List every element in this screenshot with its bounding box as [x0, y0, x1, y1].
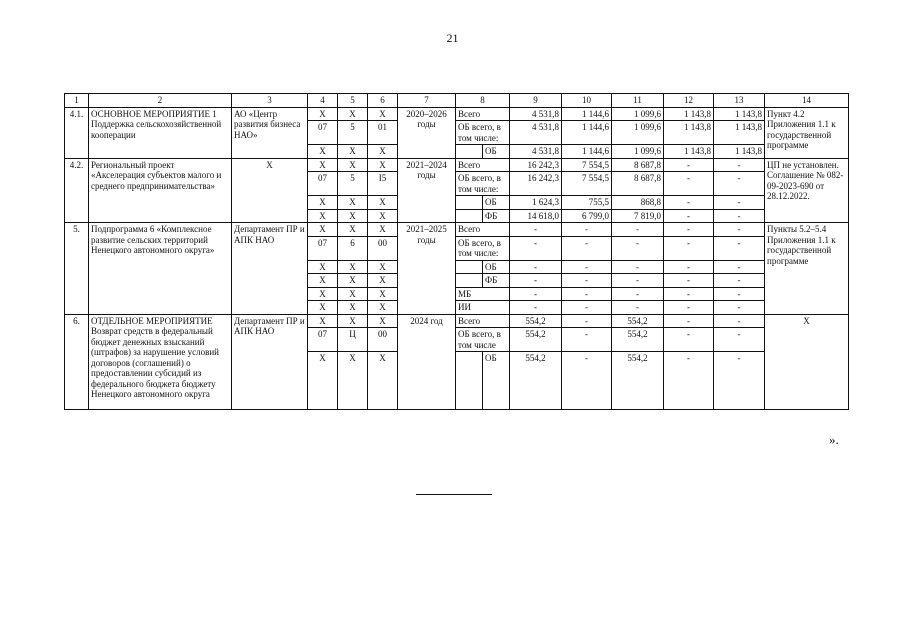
- value-cell: -: [714, 158, 765, 172]
- code-cell: Х: [338, 287, 368, 301]
- code-cell: Х: [368, 107, 398, 121]
- code-cell: Х: [308, 274, 338, 288]
- code-cell: Х: [368, 223, 398, 237]
- value-cell: -: [664, 352, 714, 410]
- value-cell: -: [664, 158, 714, 172]
- code-cell: Х: [368, 260, 398, 274]
- row-number: 4.2.: [65, 158, 89, 223]
- code-cell: 5: [338, 121, 368, 145]
- value-cell: 755,5: [562, 196, 612, 210]
- period: 2024 год: [398, 314, 456, 410]
- executor: Х: [232, 158, 308, 223]
- source-cell: Всего: [456, 314, 510, 328]
- value-cell: -: [714, 352, 765, 410]
- value-cell: -: [612, 301, 664, 315]
- value-cell: -: [664, 301, 714, 315]
- code-cell: Х: [308, 352, 338, 410]
- value-cell: -: [714, 260, 765, 274]
- code-cell: Х: [308, 287, 338, 301]
- source-indent: [456, 209, 483, 223]
- value-cell: 1 099,6: [612, 107, 664, 121]
- code-cell: Х: [308, 107, 338, 121]
- code-cell: Х: [338, 158, 368, 172]
- value-cell: -: [664, 287, 714, 301]
- program-table: [64, 93, 849, 410]
- measure-name: ОСНОВНОЕ МЕРОПРИЯТИЕ 1 Поддержка сельскохозяйственной кооперации: [89, 107, 232, 158]
- note-cell: ЦП не установлен. Соглашение № 082-09-2023-690 от 28.12.2022.: [765, 158, 849, 223]
- header-cell: 2: [89, 94, 232, 108]
- note-cell: Пункт 4.2 Приложения 1.1 к государственной программе: [765, 107, 849, 158]
- note-cell: Х: [765, 314, 849, 410]
- source-cell: МБ: [456, 287, 510, 301]
- value-cell: -: [664, 328, 714, 352]
- value-cell: 554,2: [612, 314, 664, 328]
- code-cell: Х: [338, 314, 368, 328]
- source-indent: [456, 274, 483, 288]
- value-cell: -: [714, 236, 765, 260]
- executor: Департамент ПР и АПК НАО: [232, 223, 308, 315]
- value-cell: 1 099,6: [612, 145, 664, 159]
- executor: АО «Центр развития бизнеса НАО»: [232, 107, 308, 158]
- value-cell: 7 554,5: [562, 158, 612, 172]
- value-cell: -: [664, 223, 714, 237]
- value-cell: -: [612, 287, 664, 301]
- code-cell: Х: [368, 287, 398, 301]
- code-cell: Х: [368, 158, 398, 172]
- source-cell: ИИ: [456, 301, 510, 315]
- value-cell: 1 143,8: [714, 145, 765, 159]
- source-indent: [456, 196, 483, 210]
- value-cell: 554,2: [510, 314, 562, 328]
- code-cell: Х: [308, 314, 338, 328]
- value-cell: 1 143,8: [714, 107, 765, 121]
- code-cell: Х: [308, 260, 338, 274]
- code-cell: Х: [368, 274, 398, 288]
- source-cell: ОБ: [483, 145, 510, 159]
- code-cell: Х: [338, 223, 368, 237]
- value-cell: -: [714, 314, 765, 328]
- value-cell: 4 531,8: [510, 107, 562, 121]
- source-cell: Всего: [456, 223, 510, 237]
- source-cell: ОБ всего, в том числе: [456, 328, 510, 352]
- period: 2021–2024 годы: [398, 158, 456, 223]
- value-cell: -: [714, 287, 765, 301]
- source-indent: [456, 260, 483, 274]
- value-cell: -: [612, 236, 664, 260]
- value-cell: 14 618,0: [510, 209, 562, 223]
- value-cell: -: [664, 314, 714, 328]
- value-cell: 868,8: [612, 196, 664, 210]
- value-cell: -: [562, 287, 612, 301]
- value-cell: 554,2: [510, 328, 562, 352]
- code-cell: Х: [368, 314, 398, 328]
- source-cell: ОБ: [483, 196, 510, 210]
- value-cell: -: [714, 209, 765, 223]
- header-cell: 1: [65, 94, 89, 108]
- value-cell: -: [562, 352, 612, 410]
- value-cell: -: [510, 260, 562, 274]
- measure-name: Региональный проект «Акселерация субъектов малого и среднего предпринимательства»: [89, 158, 232, 223]
- value-cell: -: [664, 209, 714, 223]
- code-cell: Х: [308, 223, 338, 237]
- code-cell: Х: [308, 301, 338, 315]
- value-cell: 554,2: [612, 352, 664, 410]
- value-cell: -: [562, 314, 612, 328]
- code-cell: 6: [338, 236, 368, 260]
- value-cell: -: [664, 236, 714, 260]
- source-cell: ФБ: [483, 274, 510, 288]
- code-cell: Х: [308, 145, 338, 159]
- source-indent: [456, 145, 483, 159]
- code-cell: Х: [338, 196, 368, 210]
- source-cell: Всего: [456, 107, 510, 121]
- code-cell: 5: [338, 172, 368, 196]
- value-cell: 7 819,0: [612, 209, 664, 223]
- footnote-separator: [416, 494, 492, 495]
- header-row: [65, 94, 849, 108]
- value-cell: -: [612, 223, 664, 237]
- closing-quote: ».: [829, 432, 839, 447]
- code-cell: 01: [368, 121, 398, 145]
- note-cell: Пункты 5.2–5.4 Приложения 1.1 к государственной программе: [765, 223, 849, 315]
- code-cell: Х: [338, 107, 368, 121]
- code-cell: 07: [308, 328, 338, 352]
- source-cell: ФБ: [483, 209, 510, 223]
- value-cell: -: [714, 328, 765, 352]
- value-cell: 4 531,8: [510, 145, 562, 159]
- value-cell: 554,2: [612, 328, 664, 352]
- code-cell: Х: [338, 352, 368, 410]
- row-number: 6.: [65, 314, 89, 410]
- header-cell: 5: [338, 94, 368, 108]
- value-cell: 8 687,8: [612, 158, 664, 172]
- value-cell: -: [714, 196, 765, 210]
- header-cell: 3: [232, 94, 308, 108]
- code-cell: 00: [368, 328, 398, 352]
- value-cell: 1 144,6: [562, 121, 612, 145]
- value-cell: -: [510, 274, 562, 288]
- value-cell: 1 144,6: [562, 145, 612, 159]
- source-cell: ОБ всего, в том числе:: [456, 172, 510, 196]
- value-cell: -: [510, 223, 562, 237]
- value-cell: 16 242,3: [510, 172, 562, 196]
- measure-name: Подпрограмма 6 «Комплексное развитие сельских территорий Ненецкого автономного округа»: [89, 223, 232, 315]
- value-cell: -: [510, 287, 562, 301]
- header-cell: 9: [510, 94, 562, 108]
- header-cell: 10: [562, 94, 612, 108]
- source-cell: ОБ всего, в том числе:: [456, 121, 510, 145]
- value-cell: -: [714, 223, 765, 237]
- code-cell: Ц: [338, 328, 368, 352]
- header-cell: 12: [664, 94, 714, 108]
- value-cell: -: [714, 274, 765, 288]
- table-row: [65, 314, 849, 328]
- code-cell: Х: [338, 209, 368, 223]
- executor: Департамент ПР и АПК НАО: [232, 314, 308, 410]
- code-cell: Х: [308, 158, 338, 172]
- period: 2020–2026 годы: [398, 107, 456, 158]
- code-cell: Х: [338, 301, 368, 315]
- measure-name: ОТДЕЛЬНОЕ МЕРОПРИЯТИЕ Возврат средств в федеральный бюджет денежных взысканий (штрафов) за нарушение условий договоров (соглашений) о предоставлении субсидий из федерального бюджета бюджету Ненецкого автономного округа: [89, 314, 232, 410]
- code-cell: 07: [308, 172, 338, 196]
- header-cell: 13: [714, 94, 765, 108]
- value-cell: 554,2: [510, 352, 562, 410]
- value-cell: 1 143,8: [664, 145, 714, 159]
- source-indent: [456, 352, 483, 410]
- value-cell: 1 624,3: [510, 196, 562, 210]
- value-cell: -: [562, 328, 612, 352]
- value-cell: 8 687,8: [612, 172, 664, 196]
- header-cell: 6: [368, 94, 398, 108]
- header-cell: 11: [612, 94, 664, 108]
- page-number: 21: [446, 31, 459, 45]
- value-cell: 4 531,8: [510, 121, 562, 145]
- code-cell: Х: [308, 196, 338, 210]
- code-cell: Х: [368, 352, 398, 410]
- period: 2021–2025 годы: [398, 223, 456, 315]
- value-cell: -: [510, 301, 562, 315]
- code-cell: 07: [308, 121, 338, 145]
- value-cell: 1 099,6: [612, 121, 664, 145]
- value-cell: -: [664, 172, 714, 196]
- value-cell: -: [562, 260, 612, 274]
- value-cell: -: [562, 236, 612, 260]
- row-number: 4.1.: [65, 107, 89, 158]
- value-cell: -: [510, 236, 562, 260]
- code-cell: Х: [338, 145, 368, 159]
- value-cell: 16 242,3: [510, 158, 562, 172]
- source-cell: ОБ всего, в том числе:: [456, 236, 510, 260]
- value-cell: -: [714, 301, 765, 315]
- value-cell: -: [562, 223, 612, 237]
- code-cell: 00: [368, 236, 398, 260]
- header-cell: 14: [765, 94, 849, 108]
- value-cell: 1 143,8: [714, 121, 765, 145]
- row-number: 5.: [65, 223, 89, 315]
- value-cell: 1 143,8: [664, 107, 714, 121]
- code-cell: 07: [308, 236, 338, 260]
- value-cell: -: [612, 260, 664, 274]
- code-cell: Х: [338, 274, 368, 288]
- source-cell: ОБ: [483, 260, 510, 274]
- value-cell: -: [562, 301, 612, 315]
- value-cell: 6 799,0: [562, 209, 612, 223]
- code-cell: Х: [368, 145, 398, 159]
- source-cell: Всего: [456, 158, 510, 172]
- value-cell: 1 144,6: [562, 107, 612, 121]
- code-cell: I5: [368, 172, 398, 196]
- value-cell: 7 554,5: [562, 172, 612, 196]
- value-cell: -: [612, 274, 664, 288]
- source-cell: ОБ: [483, 352, 510, 410]
- header-cell: 7: [398, 94, 456, 108]
- value-cell: 1 143,8: [664, 121, 714, 145]
- value-cell: -: [664, 196, 714, 210]
- code-cell: Х: [338, 260, 368, 274]
- table-row: [65, 223, 849, 237]
- code-cell: Х: [368, 301, 398, 315]
- code-cell: Х: [368, 209, 398, 223]
- table-row: [65, 158, 849, 172]
- value-cell: -: [664, 260, 714, 274]
- code-cell: Х: [308, 209, 338, 223]
- code-cell: Х: [368, 196, 398, 210]
- value-cell: -: [664, 274, 714, 288]
- table-row: [65, 107, 849, 121]
- header-cell: 8: [456, 94, 510, 108]
- value-cell: -: [562, 274, 612, 288]
- header-cell: 4: [308, 94, 338, 108]
- value-cell: -: [714, 172, 765, 196]
